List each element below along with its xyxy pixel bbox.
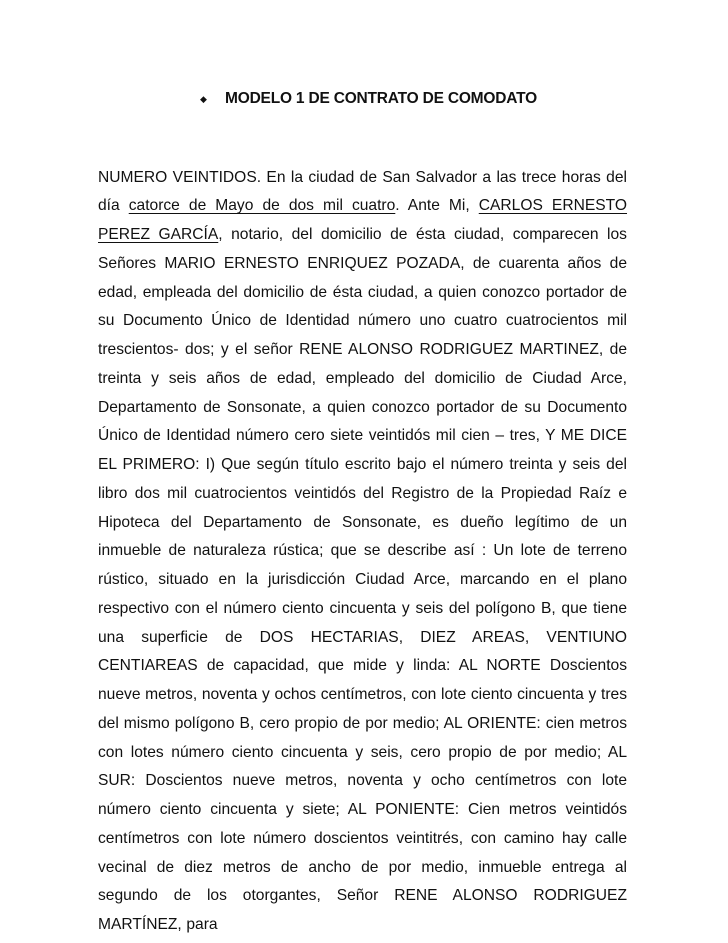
paragraph-text-1: NUMERO VEINTIDOS. En la ciudad de San Salvador a las trece horas del día — [98, 168, 627, 215]
document-heading — [200, 90, 537, 108]
contract-paragraph — [98, 164, 627, 940]
bullet-icon: ◆ — [200, 93, 207, 104]
paragraph-text-2: . Ante Mi, — [395, 197, 479, 215]
date-underlined: catorce de Mayo de dos mil cuatro — [128, 197, 396, 215]
paragraph-text-3: , notario, del domicilio de ésta ciudad, comparecen los Señores MARIO ERNESTO ENRIQUEZ POZADA, de cuarenta años de edad, empleada del domicilio de ésta ciudad, a quien conozco portador de su Documento Único de Identidad número uno cuatro cuatrocientos mil trescientos- dos; y el señor RENE ALONSO RODRIGUEZ MARTINEZ, de treinta y seis años de edad, empleado del domicilio de Ciudad Arce, Departamento de Sonsonate, a quien conozco portador de su Documento Único de Identidad número cero siete veintidós mil cien – tres, Y ME DICE EL PRIMERO: I) Que según título escrito bajo el número treinta y seis del libro dos mil cuatrocientos veintidós del Registro de la Propiedad Raíz e Hipoteca del Departamento de Sonsonate, es dueño legítimo de un inmueble de naturaleza rústica; que se describe así : Un lote de terreno rústico, situado en la jurisdicción Ciudad Arce, marcando en el plano respectivo con el número ciento cincuenta y seis del polígono B, que tiene una superficie de DOS HECTARIAS, DIEZ AREAS, VENTIUNO CENTIAREAS de capacidad, que mide y linda: AL NORTE Doscientos nueve metros, noventa y ochos centímetros, con lote ciento cincuenta y tres del mismo polígono B, cero propio de por medio; AL ORIENTE: cien metros con lotes número ciento cincuenta y seis, cero propio de por medio; AL SUR: Doscientos nueve metros, noventa y ocho centímetros con lote número ciento cincuenta y siete; AL PONIENTE: Cien metros veintidós centímetros con lote número doscientos veintitrés, con camino hay calle vecinal de diez metros de ancho de por medio, inmueble entrega al segundo de los otorgantes, Señor RENE ALONSO RODRIGUEZ MARTÍNEZ, para — [98, 226, 627, 934]
notary-name: CARLOS ERNESTO PEREZ GARCÍA — [98, 197, 628, 244]
heading-text: MODELO 1 DE CONTRATO DE COMODATO — [225, 90, 537, 107]
